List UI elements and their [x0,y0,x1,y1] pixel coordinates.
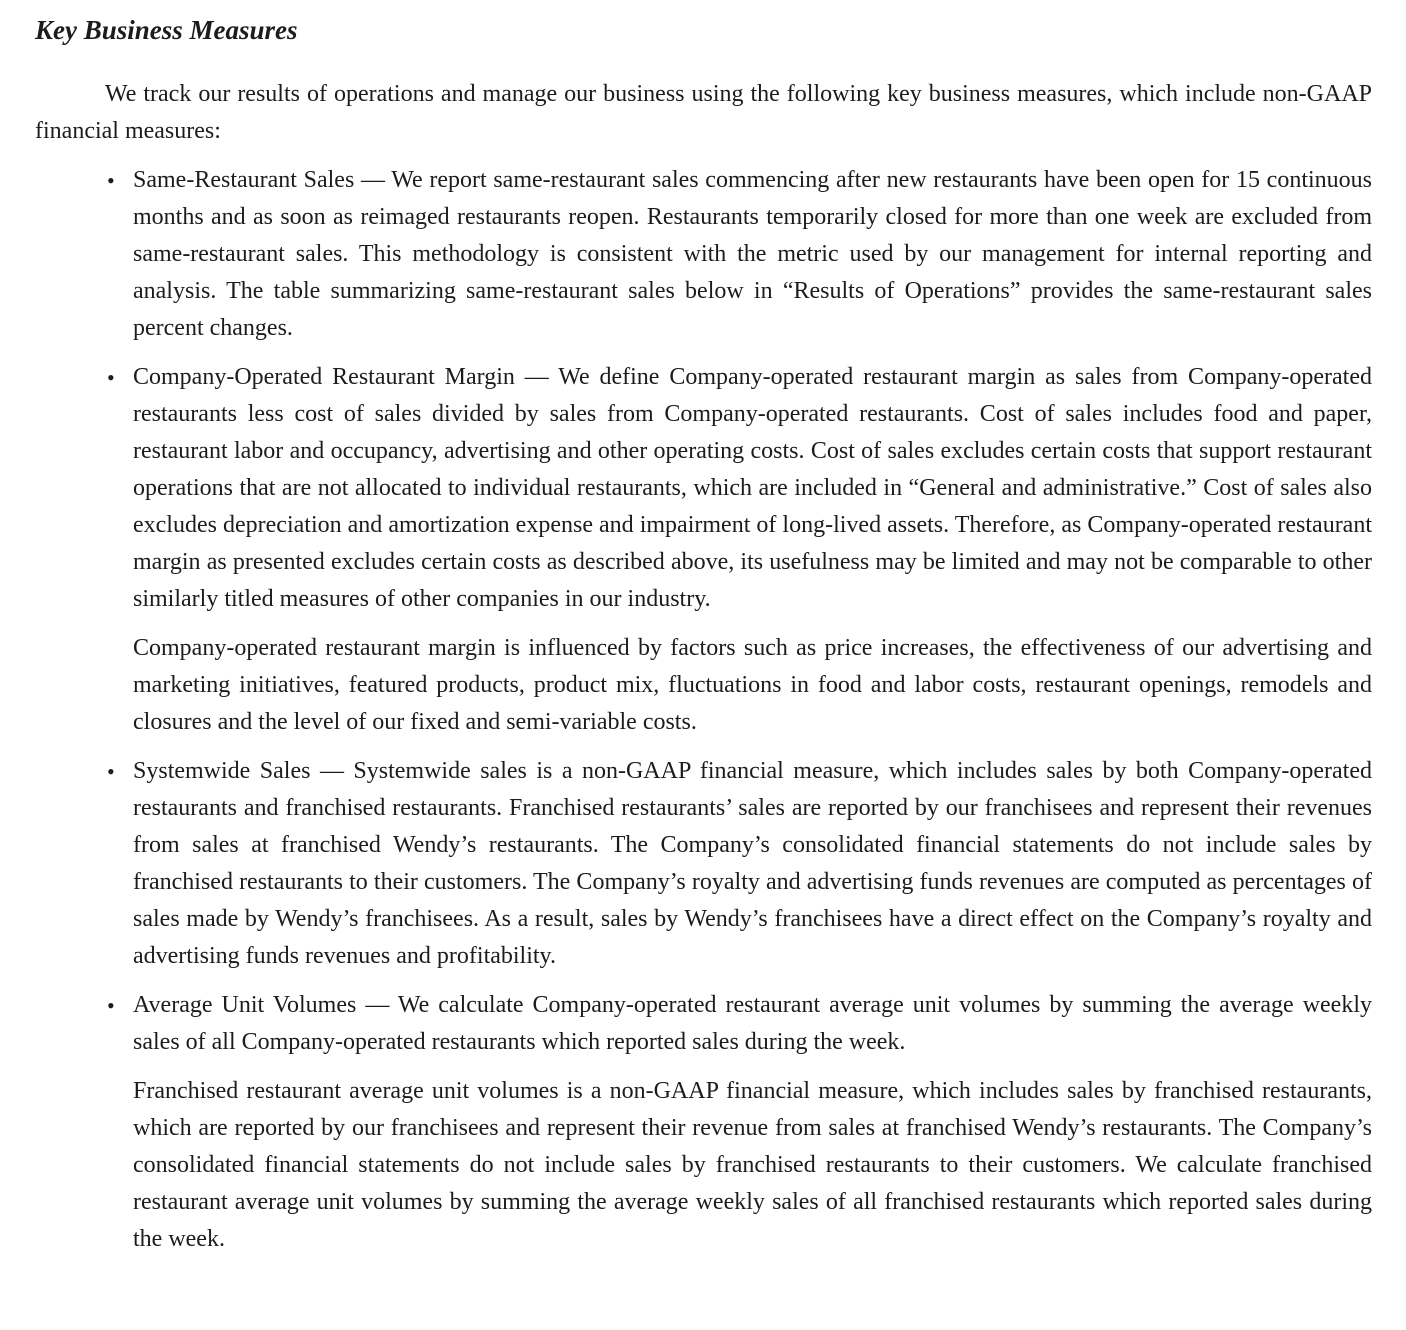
bullet-paragraph: Systemwide Sales — Systemwide sales is a non-GAAP financial measure, which includes sales by both Company-operated restaurants and franchised restaurants. Franchised restaurants’ sales are reported by our franchisees and represent their revenues from sales at franchised Wendy’s restaurants. The Company’s consolidated financial statements do not include sales by franchised restaurants to their customers. The Company’s royalty and advertising funds revenues are computed as percentages of sales made by Wendy’s franchisees. As a result, sales by Wendy’s franchisees have a direct effect on the Company’s royalty and advertising funds revenues and profitability. [133,758,1372,969]
intro-paragraph: We track our results of operations and manage our business using the following key business measures, which include non-GAAP financial measures: [35,81,1372,144]
bullet-body [133,987,1372,1258]
bullet-continuation-paragraph: Franchised restaurant average unit volumes is a non-GAAP financial measure, which includes sales by franchised restaurants, which are reported by our franchisees and represent their revenue from sales at franchised Wendy’s restaurants. The Company’s consolidated financial statements do not include sales by franchised restaurants to their customers. We calculate franchised restaurant average unit volumes by summing the average weekly sales of all franchised restaurants which reported sales during the week. [133,1078,1372,1252]
bullet-item-systemwide-sales [35,753,1372,975]
bullet-marker: • [107,993,115,1018]
bullet-paragraph: Same-Restaurant Sales — We report same-restaurant sales commencing after new restaurants have been open for 15 continuous months and as soon as reimaged restaurants reopen. Restaurants temporarily closed for more than one week are excluded from same-restaurant sales. This methodology is consistent with the metric used by our management for internal reporting and analysis. The table summarizing same-restaurant sales below in “Results of Operations” provides the same-restaurant sales percent changes. [133,167,1372,341]
bullet-marker: • [107,168,115,193]
bullet-marker: • [107,759,115,784]
section-heading: Key Business Measures [35,15,298,45]
bullet-continuation-paragraph: Company-operated restaurant margin is influenced by factors such as price increases, the effectiveness of our advertising and marketing initiatives, featured products, product mix, fluctuations in food and labor costs, restaurant openings, remodels and closures and the level of our fixed and semi-variable costs. [133,635,1372,735]
bullet-body [133,753,1372,975]
bullet-body [133,162,1372,347]
bullet-item-average-unit-volumes [35,987,1372,1258]
bullet-list [35,162,1372,1258]
bullet-paragraph: Average Unit Volumes — We calculate Company-operated restaurant average unit volumes by summing the average weekly sales of all Company-operated restaurants which reported sales during the week. [133,992,1372,1055]
bullet-item-company-operated-restaurant-margin [35,359,1372,741]
bullet-paragraph: Company-Operated Restaurant Margin — We define Company-operated restaurant margin as sales from Company-operated restaurants less cost of sales divided by sales from Company-operated restaurants. Cost of sales includes food and paper, restaurant labor and occupancy, advertising and other operating costs. Cost of sales excludes certain costs that support restaurant operations that are not allocated to individual restaurants, which are included in “General and administrative.” Cost of sales also excludes depreciation and amortization expense and impairment of long-lived assets. Therefore, as Company-operated restaurant margin as presented excludes certain costs as described above, its usefulness may be limited and may not be comparable to other similarly titled measures of other companies in our industry. [133,364,1372,612]
bullet-marker: • [107,365,115,390]
bullet-item-same-restaurant-sales [35,162,1372,347]
bullet-body [133,359,1372,741]
